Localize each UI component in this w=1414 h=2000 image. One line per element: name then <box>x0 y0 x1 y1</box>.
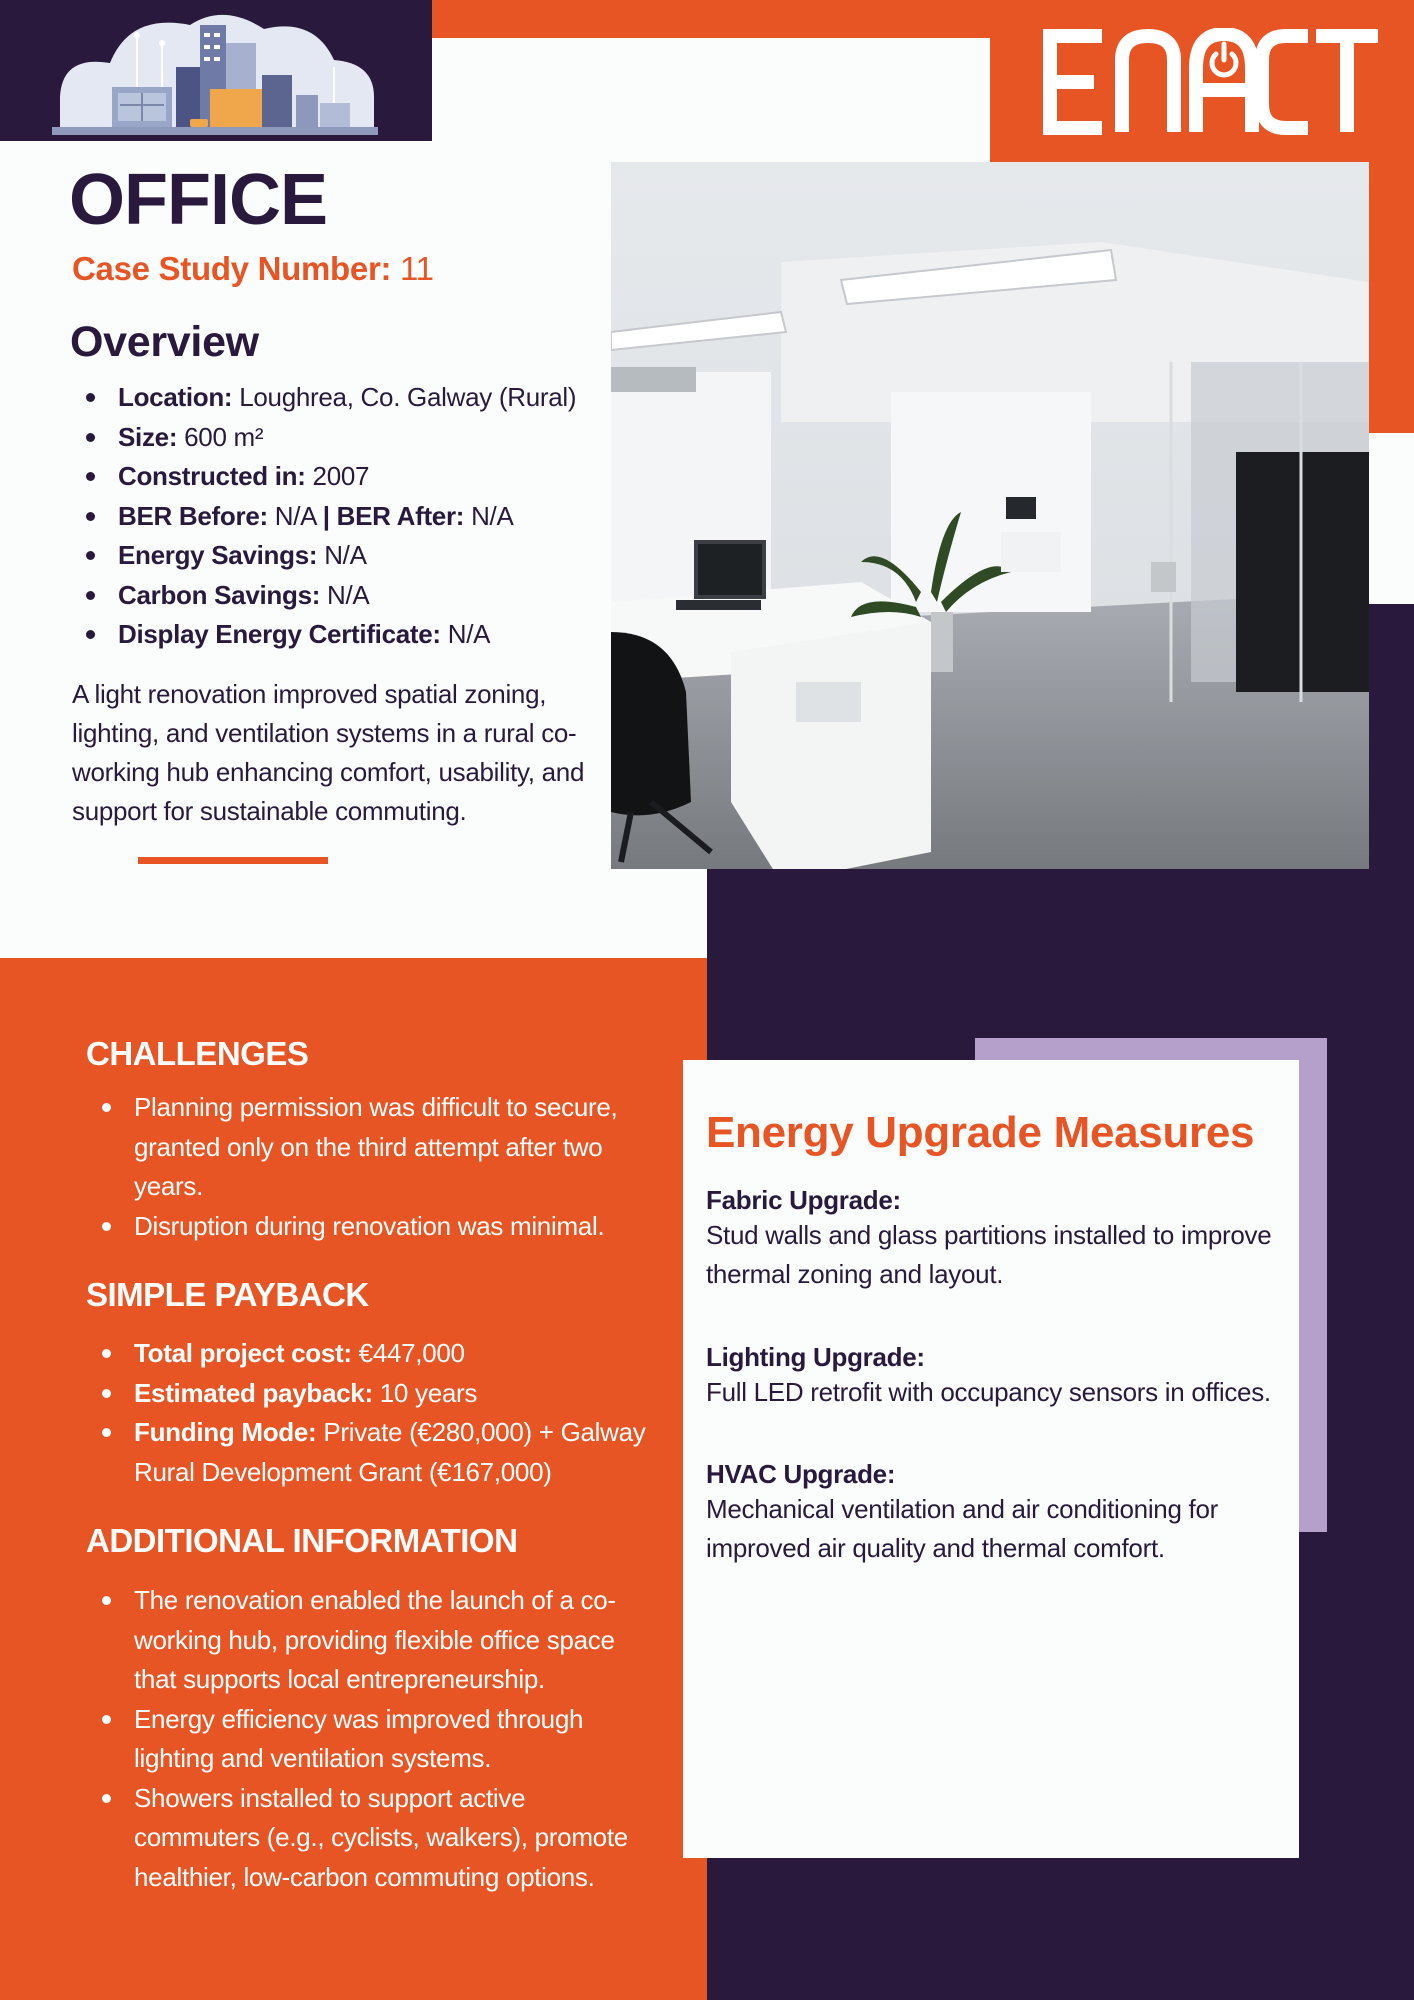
list-item: Funding Mode: Private (€280,000) + Galway Rural Development Grant (€167,000) <box>86 1413 646 1492</box>
page-title: OFFICE <box>69 160 327 240</box>
list-item: Size: 600 m² <box>71 418 601 458</box>
list-item: BER Before: N/A | BER After: N/A <box>71 497 601 537</box>
overview-list <box>71 378 601 655</box>
energy-measures-heading: Energy Upgrade Measures <box>706 1108 1255 1157</box>
list-item: Location: Loughrea, Co. Galway (Rural) <box>71 378 601 418</box>
additional-info-heading: ADDITIONAL INFORMATION <box>86 1522 518 1559</box>
list-item: Showers installed to support active commuters (e.g., cyclists, walkers), promote healthier, low-carbon commuting options. <box>86 1779 646 1898</box>
measure-fabric: Fabric Upgrade: Stud walls and glass partitions installed to improve thermal zoning and layout. <box>706 1185 1272 1289</box>
list-item: Energy Savings: N/A <box>71 536 601 576</box>
divider <box>138 857 328 864</box>
list-item: Total project cost: €447,000 <box>86 1334 646 1374</box>
enact-logo <box>1040 28 1380 136</box>
measure-hvac: HVAC Upgrade: Mechanical ventilation and air conditioning for improved air quality and thermal comfort. <box>706 1459 1218 1563</box>
energy-measures-card <box>683 1060 1299 1858</box>
list-item: Energy efficiency was improved through lighting and ventilation systems. <box>86 1700 646 1779</box>
payback-heading: SIMPLE PAYBACK <box>86 1276 369 1313</box>
case-study-value: 11 <box>400 250 434 287</box>
list-item: Disruption during renovation was minimal. <box>86 1207 646 1247</box>
right-dark-strip <box>1368 604 1414 884</box>
right-orange-strip <box>1368 150 1414 433</box>
challenges-heading: CHALLENGES <box>86 1035 309 1072</box>
city-skyline-illustration <box>52 5 378 135</box>
list-item: Carbon Savings: N/A <box>71 576 601 616</box>
office-interior-photo <box>611 162 1369 869</box>
additional-info-list <box>86 1581 646 1897</box>
list-item: Constructed in: 2007 <box>71 457 601 497</box>
measure-lighting: Lighting Upgrade: Full LED retrofit with occupancy sensors in offices. <box>706 1342 1271 1407</box>
challenges-list <box>86 1088 646 1246</box>
list-item: Display Energy Certificate: N/A <box>71 615 601 655</box>
overview-heading: Overview <box>70 318 259 366</box>
overview-description: A light renovation improved spatial zoning, lighting, and ventilation systems in a rural co-working hub enhancing comfort, usability, and support for sustainable commuting. <box>72 679 585 826</box>
case-study-number <box>72 250 434 288</box>
payback-list <box>86 1334 646 1492</box>
list-item: Estimated payback: 10 years <box>86 1374 646 1414</box>
case-study-label: Case Study Number: <box>72 250 392 287</box>
power-icon <box>1212 44 1236 75</box>
list-item: Planning permission was difficult to secure, granted only on the third attempt after two years. <box>86 1088 646 1207</box>
list-item: The renovation enabled the launch of a co-working hub, providing flexible office space that supports local entrepreneurship. <box>86 1581 646 1700</box>
